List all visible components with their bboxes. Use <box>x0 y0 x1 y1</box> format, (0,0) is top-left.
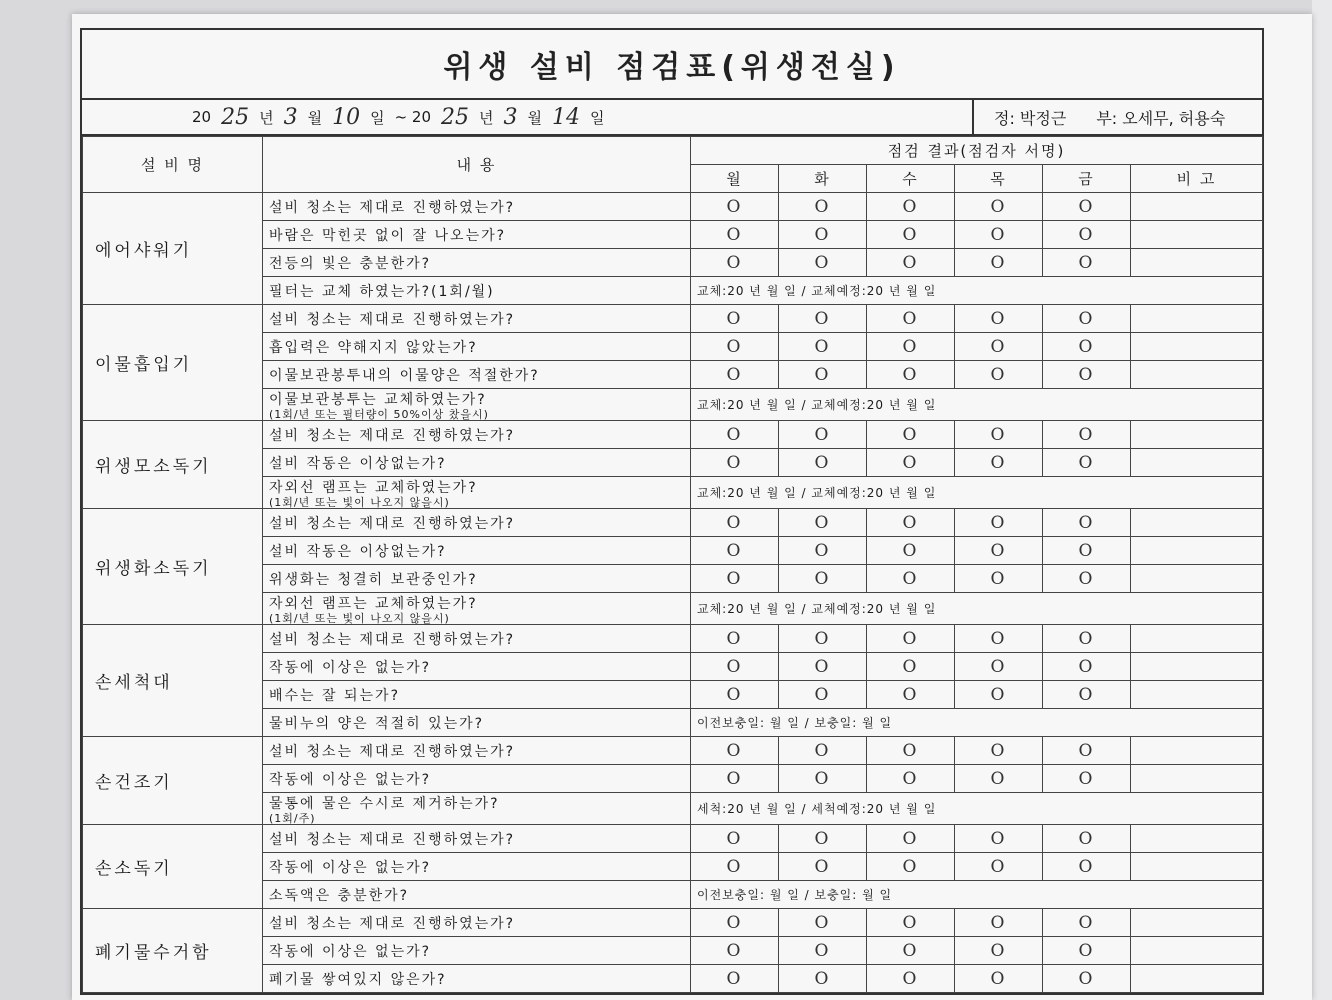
check-mark[interactable]: O <box>955 937 1043 965</box>
check-item <box>263 593 691 625</box>
end-year: 25 <box>441 104 470 130</box>
check-mark[interactable]: O <box>1043 449 1131 477</box>
check-question: 설비 청소는 제대로 진행하였는가? <box>269 199 516 216</box>
check-mark[interactable]: O <box>955 449 1043 477</box>
check-item <box>263 765 691 793</box>
inspection-table <box>82 136 1263 993</box>
check-mark[interactable]: O <box>1043 249 1131 277</box>
check-item <box>263 449 691 477</box>
check-mark[interactable]: O <box>691 249 779 277</box>
check-mark[interactable]: O <box>1043 565 1131 593</box>
check-note: (1회/년 또는 빛이 나오지 않을시) <box>269 612 450 625</box>
remarks-cell[interactable] <box>1131 305 1263 333</box>
check-mark[interactable]: O <box>1043 653 1131 681</box>
check-mark[interactable]: O <box>779 333 867 361</box>
check-question: 설비 청소는 제대로 진행하였는가? <box>269 831 516 848</box>
check-item <box>263 477 691 509</box>
check-mark[interactable]: O <box>1043 965 1131 993</box>
check-mark[interactable]: O <box>1043 825 1131 853</box>
check-mark[interactable]: O <box>955 333 1043 361</box>
check-mark[interactable]: O <box>955 909 1043 937</box>
check-mark[interactable]: O <box>779 853 867 881</box>
check-item <box>263 305 691 333</box>
check-mark[interactable]: O <box>691 537 779 565</box>
check-item <box>263 537 691 565</box>
check-mark[interactable]: O <box>955 361 1043 389</box>
check-mark[interactable]: O <box>955 765 1043 793</box>
check-item <box>263 565 691 593</box>
equipment-name: 손세척대 <box>83 625 263 737</box>
replacement-record: 이전보충일: 월 일 / 보충일: 월 일 <box>691 881 1263 909</box>
check-mark[interactable]: O <box>955 825 1043 853</box>
check-question: 설비 청소는 제대로 진행하였는가? <box>269 743 516 760</box>
main-manager: 정: 박정근 <box>994 108 1067 128</box>
check-mark[interactable]: O <box>867 653 955 681</box>
year-prefix: 20 <box>192 108 212 126</box>
check-mark[interactable]: O <box>867 421 955 449</box>
remarks-cell[interactable] <box>1131 361 1263 389</box>
table-row <box>83 737 1263 765</box>
check-mark[interactable]: O <box>955 249 1043 277</box>
table-row <box>83 625 1263 653</box>
check-mark[interactable]: O <box>691 853 779 881</box>
check-mark[interactable]: O <box>955 193 1043 221</box>
equipment-name: 손건조기 <box>83 737 263 825</box>
check-mark[interactable]: O <box>691 965 779 993</box>
check-mark[interactable]: O <box>691 653 779 681</box>
sheet-title: 위생 설비 점검표(위생전실) <box>82 30 1262 100</box>
check-mark[interactable]: O <box>955 565 1043 593</box>
check-mark[interactable]: O <box>867 565 955 593</box>
check-mark[interactable]: O <box>691 737 779 765</box>
check-mark[interactable]: O <box>955 305 1043 333</box>
check-mark[interactable]: O <box>1043 221 1131 249</box>
check-item <box>263 881 691 909</box>
replacement-record: 세척:20 년 월 일 / 세척예정:20 년 월 일 <box>691 793 1263 825</box>
header-remarks: 비 고 <box>1131 165 1263 193</box>
check-question: 필터는 교체 하였는가?(1회/월) <box>269 283 495 300</box>
remarks-cell[interactable] <box>1131 737 1263 765</box>
year-label: 년 <box>259 108 274 127</box>
check-mark[interactable]: O <box>779 765 867 793</box>
check-question: 설비 청소는 제대로 진행하였는가? <box>269 427 516 444</box>
remarks-cell[interactable] <box>1131 937 1263 965</box>
remarks-cell[interactable] <box>1131 965 1263 993</box>
check-mark[interactable]: O <box>867 449 955 477</box>
check-mark[interactable]: O <box>779 681 867 709</box>
remarks-cell[interactable] <box>1131 653 1263 681</box>
replacement-record: 교체:20 년 월 일 / 교체예정:20 년 월 일 <box>691 477 1263 509</box>
check-mark[interactable]: O <box>867 625 955 653</box>
table-row <box>83 909 1263 937</box>
period-separator: ~ 20 <box>394 108 432 126</box>
equipment-name: 위생화소독기 <box>83 509 263 625</box>
check-mark[interactable]: O <box>1043 681 1131 709</box>
check-mark[interactable]: O <box>1043 421 1131 449</box>
check-mark[interactable]: O <box>867 853 955 881</box>
check-mark[interactable]: O <box>867 361 955 389</box>
check-item <box>263 653 691 681</box>
check-mark[interactable]: O <box>955 509 1043 537</box>
check-question: 바람은 막힌곳 없이 잘 나오는가? <box>269 227 507 244</box>
check-mark[interactable]: O <box>1043 537 1131 565</box>
check-mark[interactable]: O <box>955 853 1043 881</box>
check-mark[interactable]: O <box>1043 937 1131 965</box>
remarks-cell[interactable] <box>1131 681 1263 709</box>
remarks-cell[interactable] <box>1131 537 1263 565</box>
check-mark[interactable]: O <box>691 333 779 361</box>
check-mark[interactable]: O <box>955 653 1043 681</box>
remarks-cell[interactable] <box>1131 449 1263 477</box>
check-mark[interactable]: O <box>691 825 779 853</box>
remarks-cell[interactable] <box>1131 421 1263 449</box>
header-results: 점검 결과(점검자 서명) <box>691 137 1263 165</box>
check-question: 설비 청소는 제대로 진행하였는가? <box>269 515 516 532</box>
check-mark[interactable]: O <box>779 825 867 853</box>
equipment-name: 이물흡입기 <box>83 305 263 421</box>
header-day: 화 <box>779 165 867 193</box>
check-mark[interactable]: O <box>779 361 867 389</box>
check-mark[interactable]: O <box>1043 737 1131 765</box>
equipment-name: 손소독기 <box>83 825 263 909</box>
check-item <box>263 361 691 389</box>
check-note: (1회/년 또는 필터량이 50%이상 찼을시) <box>269 408 489 421</box>
check-mark[interactable]: O <box>691 909 779 937</box>
table-row <box>83 421 1263 449</box>
remarks-cell[interactable] <box>1131 625 1263 653</box>
period-dates <box>82 100 974 134</box>
check-question: 이물보관봉투내의 이물양은 적절한가? <box>269 367 540 384</box>
check-mark[interactable]: O <box>779 737 867 765</box>
header-day: 월 <box>691 165 779 193</box>
check-question: 위생화는 청결히 보관중인가? <box>269 571 478 588</box>
check-question: 이물보관봉투는 교체하였는가? <box>269 392 487 408</box>
check-mark[interactable]: O <box>691 361 779 389</box>
check-mark[interactable]: O <box>867 909 955 937</box>
check-mark[interactable]: O <box>867 249 955 277</box>
check-mark[interactable]: O <box>1043 765 1131 793</box>
period-row <box>82 100 1262 136</box>
check-item <box>263 421 691 449</box>
check-mark[interactable]: O <box>779 421 867 449</box>
check-mark[interactable]: O <box>867 765 955 793</box>
day-label: 일 <box>370 108 385 127</box>
check-question: 물통에 물은 수시로 제거하는가? <box>269 796 500 812</box>
check-item <box>263 509 691 537</box>
check-mark[interactable]: O <box>1043 361 1131 389</box>
check-mark[interactable]: O <box>1043 909 1131 937</box>
check-mark[interactable]: O <box>779 249 867 277</box>
staff-info <box>974 106 1225 129</box>
check-question: 물비누의 양은 적절히 있는가? <box>269 715 485 732</box>
month-label: 월 <box>527 108 543 127</box>
sub-managers: 부: 오세무, 허용숙 <box>1096 108 1226 128</box>
check-question: 전등의 빛은 충분한가? <box>269 255 432 272</box>
check-question: 폐기물 쌓여있지 않은가? <box>269 971 447 988</box>
check-mark[interactable]: O <box>779 305 867 333</box>
check-mark[interactable]: O <box>867 537 955 565</box>
check-question: 흡입력은 약해지지 않았는가? <box>269 339 478 356</box>
check-mark[interactable]: O <box>955 221 1043 249</box>
equipment-name: 폐기물수거함 <box>83 909 263 993</box>
check-mark[interactable]: O <box>691 421 779 449</box>
check-mark[interactable]: O <box>955 681 1043 709</box>
check-mark[interactable]: O <box>867 509 955 537</box>
remarks-cell[interactable] <box>1131 221 1263 249</box>
check-mark[interactable]: O <box>691 221 779 249</box>
check-question: 작동에 이상은 없는가? <box>269 771 432 788</box>
end-day: 14 <box>552 104 581 130</box>
check-mark[interactable]: O <box>691 305 779 333</box>
check-mark[interactable]: O <box>779 937 867 965</box>
check-mark[interactable]: O <box>779 653 867 681</box>
check-mark[interactable]: O <box>1043 509 1131 537</box>
check-mark[interactable]: O <box>867 333 955 361</box>
remarks-cell[interactable] <box>1131 333 1263 361</box>
table-row <box>83 305 1263 333</box>
check-question: 배수는 잘 되는가? <box>269 687 400 704</box>
check-mark[interactable]: O <box>691 509 779 537</box>
remarks-cell[interactable] <box>1131 249 1263 277</box>
start-month: 3 <box>283 104 298 130</box>
check-item <box>263 249 691 277</box>
check-mark[interactable]: O <box>1043 625 1131 653</box>
check-mark[interactable]: O <box>691 193 779 221</box>
remarks-cell[interactable] <box>1131 825 1263 853</box>
check-mark[interactable]: O <box>779 565 867 593</box>
remarks-cell[interactable] <box>1131 565 1263 593</box>
start-year: 25 <box>221 104 250 130</box>
check-mark[interactable]: O <box>779 221 867 249</box>
check-item <box>263 389 691 421</box>
header-day: 목 <box>955 165 1043 193</box>
check-mark[interactable]: O <box>867 193 955 221</box>
check-item <box>263 221 691 249</box>
check-mark[interactable]: O <box>1043 333 1131 361</box>
header-content: 내 용 <box>263 137 691 193</box>
check-mark[interactable]: O <box>779 193 867 221</box>
check-item <box>263 193 691 221</box>
check-question: 작동에 이상은 없는가? <box>269 859 432 876</box>
check-mark[interactable]: O <box>955 965 1043 993</box>
check-mark[interactable]: O <box>867 681 955 709</box>
check-item <box>263 737 691 765</box>
check-item <box>263 793 691 825</box>
check-mark[interactable]: O <box>779 965 867 993</box>
check-mark[interactable]: O <box>1043 853 1131 881</box>
check-mark[interactable]: O <box>1043 193 1131 221</box>
check-mark[interactable]: O <box>867 305 955 333</box>
check-question: 설비 작동은 이상없는가? <box>269 455 447 472</box>
end-month: 3 <box>503 104 518 130</box>
equipment-name: 에어샤워기 <box>83 193 263 305</box>
replacement-record: 교체:20 년 월 일 / 교체예정:20 년 월 일 <box>691 277 1263 305</box>
table-row <box>83 193 1263 221</box>
header-day: 수 <box>867 165 955 193</box>
header-day: 금 <box>1043 165 1131 193</box>
table-row <box>83 509 1263 537</box>
month-label: 월 <box>307 108 323 127</box>
check-mark[interactable]: O <box>691 449 779 477</box>
check-question: 설비 작동은 이상없는가? <box>269 543 447 560</box>
check-item <box>263 333 691 361</box>
check-item <box>263 277 691 305</box>
check-item <box>263 965 691 993</box>
check-note: (1회/년 또는 빛이 나오지 않을시) <box>269 496 450 509</box>
remarks-cell[interactable] <box>1131 909 1263 937</box>
check-question: 작동에 이상은 없는가? <box>269 943 432 960</box>
check-question: 작동에 이상은 없는가? <box>269 659 432 676</box>
table-row <box>83 825 1263 853</box>
inspection-sheet <box>80 28 1264 995</box>
check-question: 설비 청소는 제대로 진행하였는가? <box>269 915 516 932</box>
replacement-record: 이전보충일: 월 일 / 보충일: 월 일 <box>691 709 1263 737</box>
check-mark[interactable]: O <box>955 737 1043 765</box>
check-item <box>263 853 691 881</box>
check-mark[interactable]: O <box>867 937 955 965</box>
check-item <box>263 937 691 965</box>
check-item <box>263 709 691 737</box>
remarks-cell[interactable] <box>1131 509 1263 537</box>
year-label: 년 <box>479 108 494 127</box>
check-question: 자외선 램프는 교체하였는가? <box>269 480 478 496</box>
check-question: 자외선 램프는 교체하였는가? <box>269 596 478 612</box>
day-label: 일 <box>590 108 605 127</box>
check-mark[interactable]: O <box>691 625 779 653</box>
check-mark[interactable]: O <box>867 221 955 249</box>
replacement-record: 교체:20 년 월 일 / 교체예정:20 년 월 일 <box>691 389 1263 421</box>
check-mark[interactable]: O <box>779 449 867 477</box>
check-mark[interactable]: O <box>867 965 955 993</box>
check-mark[interactable]: O <box>955 421 1043 449</box>
check-mark[interactable]: O <box>955 537 1043 565</box>
check-mark[interactable]: O <box>691 937 779 965</box>
remarks-cell[interactable] <box>1131 193 1263 221</box>
check-mark[interactable]: O <box>867 737 955 765</box>
check-item <box>263 625 691 653</box>
start-day: 10 <box>332 104 361 130</box>
replacement-record: 교체:20 년 월 일 / 교체예정:20 년 월 일 <box>691 593 1263 625</box>
check-question: 설비 청소는 제대로 진행하였는가? <box>269 311 516 328</box>
check-item <box>263 681 691 709</box>
check-question: 소독액은 충분한가? <box>269 887 410 904</box>
check-mark[interactable]: O <box>779 537 867 565</box>
check-mark[interactable]: O <box>867 825 955 853</box>
check-mark[interactable]: O <box>1043 305 1131 333</box>
check-item <box>263 825 691 853</box>
check-mark[interactable]: O <box>779 909 867 937</box>
check-item <box>263 909 691 937</box>
check-mark[interactable]: O <box>955 625 1043 653</box>
inspection-rows <box>83 193 1263 993</box>
equipment-name: 위생모소독기 <box>83 421 263 509</box>
check-mark[interactable]: O <box>779 509 867 537</box>
header-equipment: 설 비 명 <box>83 137 263 193</box>
remarks-cell[interactable] <box>1131 765 1263 793</box>
background-edge <box>1312 0 1332 1000</box>
check-mark[interactable]: O <box>691 765 779 793</box>
remarks-cell[interactable] <box>1131 853 1263 881</box>
check-mark[interactable]: O <box>691 681 779 709</box>
check-question: 설비 청소는 제대로 진행하였는가? <box>269 631 516 648</box>
check-mark[interactable]: O <box>691 565 779 593</box>
check-note: (1회/주) <box>269 812 316 825</box>
check-mark[interactable]: O <box>779 625 867 653</box>
